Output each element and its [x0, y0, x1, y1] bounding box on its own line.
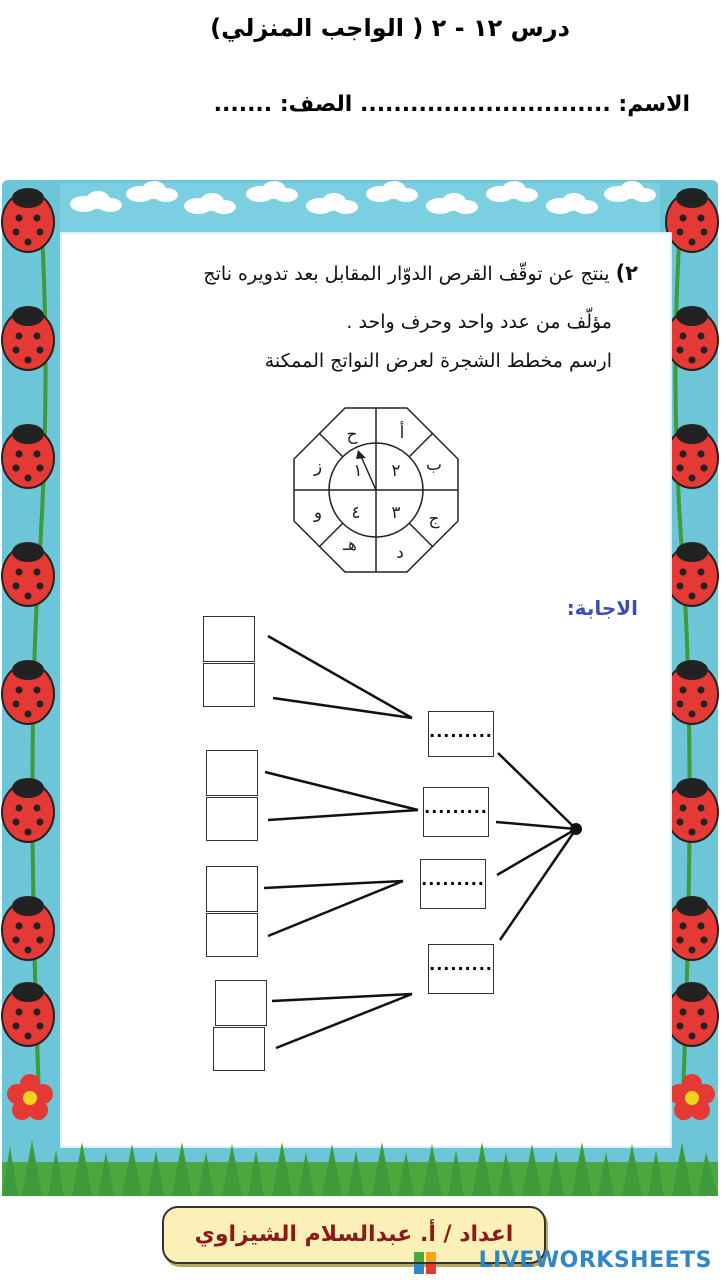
watermark: LIVEWORKSHEETS: [478, 1248, 712, 1273]
name-label: الاسم:: [618, 92, 690, 117]
page-title: درس ١٢ - ٢ ( الواجب المنزلي): [210, 14, 570, 42]
name-field[interactable]: ..............................: [359, 92, 611, 117]
second-branch-box[interactable]: [213, 1027, 265, 1071]
second-branch-box[interactable]: [203, 663, 255, 707]
first-branch-box[interactable]: .........: [428, 944, 494, 994]
spinner-letter: ج: [428, 509, 440, 529]
second-branch-box[interactable]: [206, 750, 258, 796]
spinner-letter: هـ: [343, 535, 357, 555]
tree-root-dot: [570, 823, 582, 835]
class-label: الصف:: [279, 92, 353, 117]
second-branch-box[interactable]: [206, 797, 258, 841]
first-branch-box[interactable]: .........: [428, 711, 494, 757]
question-text-3: ارسم مخطط الشجرة لعرض النواتج الممكنة: [264, 350, 612, 372]
liveworksheets-logo-icon: [414, 1252, 436, 1274]
answer-label: الاجابة:: [566, 596, 638, 620]
spinner-letter: د: [396, 543, 404, 563]
spinner-number: ١: [353, 461, 363, 481]
second-branch-box[interactable]: [206, 866, 258, 912]
spinner-letter: ز: [313, 457, 323, 477]
spinner-letter: ب: [425, 455, 443, 475]
spinner-letter: و: [313, 503, 323, 523]
first-branch-box[interactable]: .........: [420, 859, 486, 909]
class-field[interactable]: .......: [213, 92, 273, 117]
second-branch-box[interactable]: [203, 616, 255, 662]
spinner-letter: ح: [346, 425, 358, 445]
question-number: ٢): [615, 261, 638, 285]
question-text-2: مؤلّف من عدد واحد وحرف واحد .: [346, 311, 612, 333]
question-text-1: ينتج عن توقّف القرص الدوّار المقابل بعد تدويره ناتج: [203, 263, 610, 285]
spinner-number: ٢: [391, 461, 401, 481]
spinner-letter: أ: [399, 423, 405, 443]
spinner-number: ٤: [351, 503, 361, 523]
second-branch-box[interactable]: [206, 913, 258, 957]
first-branch-box[interactable]: .........: [423, 787, 489, 837]
author-credit: اعداد / أ. عبدالسلام الشيزاوي: [162, 1206, 546, 1264]
spinner-number: ٣: [391, 503, 401, 523]
second-branch-box[interactable]: [215, 980, 267, 1026]
